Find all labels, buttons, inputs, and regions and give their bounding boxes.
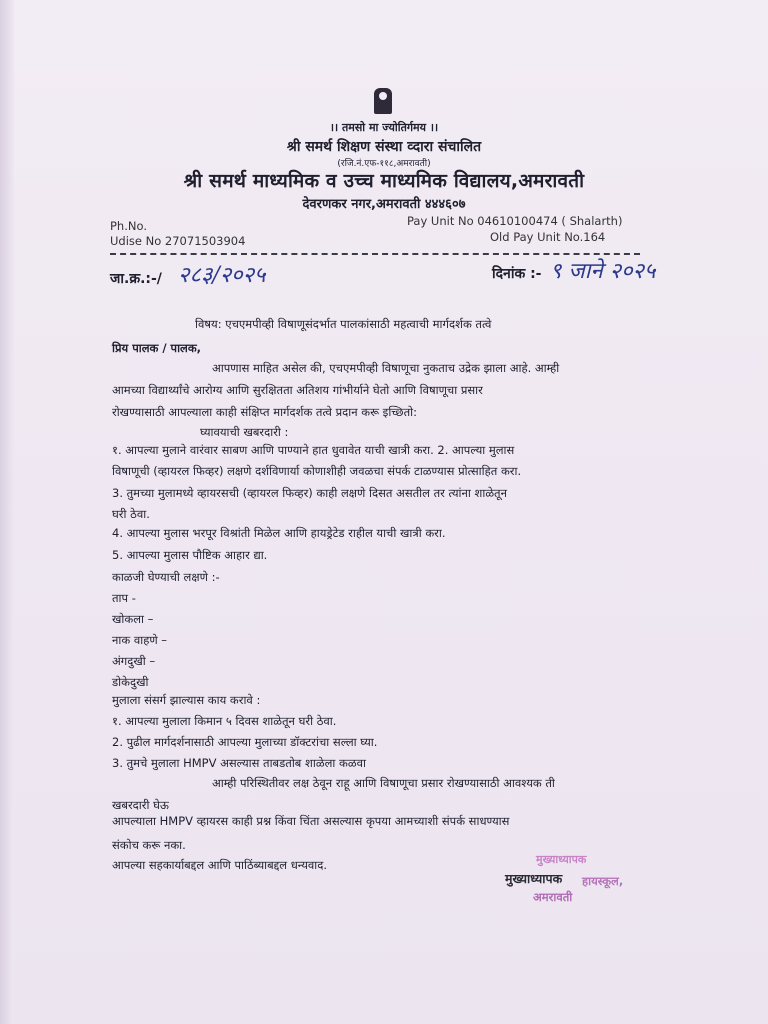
reference-label: जा.क्र.:-/	[110, 271, 162, 287]
symptom-item: डोकेदुखी	[112, 675, 149, 689]
precaution-item: १. आपल्या मुलाने वारंवार साबण आणि पाण्याने हात धुवावेत याची खात्री करा. 2. आपल्या मुलास	[112, 443, 515, 457]
reference-number: २८३/२०२५	[178, 263, 266, 288]
closing-line: संकोच करू नका.	[112, 838, 186, 852]
contact-heading: मुलाला संसर्ग झाल्यास काय करावे :	[112, 693, 261, 707]
closing-line: खबरदारी घेऊ	[112, 798, 169, 812]
intro-line: आपणास माहित असेल की, एचएमपीव्ही विषाणूचा नुकताच उद्रेक झाला आहे. आम्ही	[212, 361, 560, 375]
date-value: ९ जाने २०२५	[550, 259, 656, 284]
precaution-item: 4. आपल्या मुलास भरपूर विश्रांती मिळेल आणि हायड्रेटेड राहील याची खात्री करा.	[112, 526, 446, 540]
signature-title: मुख्याध्यापक	[505, 871, 563, 886]
intro-line: आमच्या विद्यार्थ्यांचे आरोग्य आणि सुरक्षितता अतिशय गांभीर्याने घेतो आणि विषाणूचा प्रसार	[112, 383, 483, 397]
precaution-item: 5. आपल्या मुलास पौष्टिक आहार द्या.	[112, 548, 268, 562]
intro-line: रोखण्यासाठी आपल्याला काही संक्षिप्त मार्गदर्शक तत्वे प्रदान करू इच्छितो:	[112, 405, 417, 419]
symptoms-heading: काळजी घेण्याची लक्षणे :-	[112, 570, 220, 584]
precaution-item: घरी ठेवा.	[112, 507, 150, 521]
registration-number: (रजि.नं.एफ-११८,अमरावती)	[337, 159, 431, 169]
school-name: श्री समर्थ माध्यमिक व उच्च माध्यमिक विद्यालय,अमरावती	[183, 170, 585, 192]
precaution-item: 3. तुमच्या मुलामध्ये व्हायरसची (व्हायरल फिव्हर) काही लक्षणे दिसत असतील तर त्यांना शाळेतून	[112, 486, 507, 500]
contact-step: १. आपल्या मुलाला किमान ५ दिवस शाळेतून घरी ठेवा.	[112, 714, 337, 728]
closing-line: आम्ही परिस्थितीवर लक्ष ठेवून राहू आणि विषाणूचा प्रसार रोखण्यासाठी आवश्यक ती	[212, 776, 555, 790]
symptom-item: नाक वाहणे –	[112, 633, 168, 647]
school-emblem-icon	[374, 88, 392, 114]
old-pay-unit-number: Old Pay Unit No.164	[490, 230, 606, 244]
precautions-heading: घ्यावयाची खबरदारी :	[200, 425, 289, 439]
stamp-top-text: मुख्याध्यापक	[536, 853, 587, 866]
subject-line: विषय: एचएमपीव्ही विषाणूसंदर्भात पालकांसाठी महत्वाची मार्गदर्शक तत्वे	[195, 317, 492, 331]
symptom-item: अंगदुखी –	[112, 654, 156, 668]
contact-step: 3. तुमचे मुलाला HMPV असल्यास ताबडतोब शाळेला कळवा	[112, 756, 366, 770]
precaution-item: विषाणूची (व्हायरल फिव्हर) लक्षणे दर्शविणार्या कोणाशीही जवळचा संपर्क टाळण्यास प्रोत्साहित करा.	[112, 464, 522, 478]
motto: ।। तमसो मा ज्योतिर्गमय ।।	[329, 121, 439, 134]
contact-step: 2. पुढील मार्गदर्शनासाठी आपल्या मुलाच्या डॉक्टरांचा सल्ला घ्या.	[112, 735, 378, 749]
stamp-city-text: अमरावती	[533, 890, 573, 904]
closing-line: आपल्या सहकार्याबद्दल आणि पाठिंब्याबद्दल धन्यवाद.	[112, 858, 327, 872]
closing-line: आपल्याला HMPV व्हायरस काही प्रश्न किंवा चिंता असल्यास कृपया आमच्याशी संपर्क साधण्यास	[112, 814, 510, 828]
phone-label: Ph.No.	[110, 219, 147, 233]
stamp-side-text: हायस्कूल,	[582, 874, 624, 888]
society-name: श्री समर्थ शिक्षण संस्था व्दारा संचालित	[286, 139, 482, 155]
date-label: दिनांक :-	[492, 266, 542, 282]
udise-number: Udise No 27071503904	[110, 234, 246, 248]
salutation: प्रिय पालक / पालक,	[112, 341, 202, 355]
symptom-item: खोकला –	[112, 612, 154, 626]
school-address: देवरणकर नगर,अमरावती ४४४६०७	[302, 197, 466, 212]
pay-unit-number: Pay Unit No 04610100474 ( Shalarth)	[407, 214, 623, 228]
symptom-item: ताप -	[112, 591, 136, 605]
